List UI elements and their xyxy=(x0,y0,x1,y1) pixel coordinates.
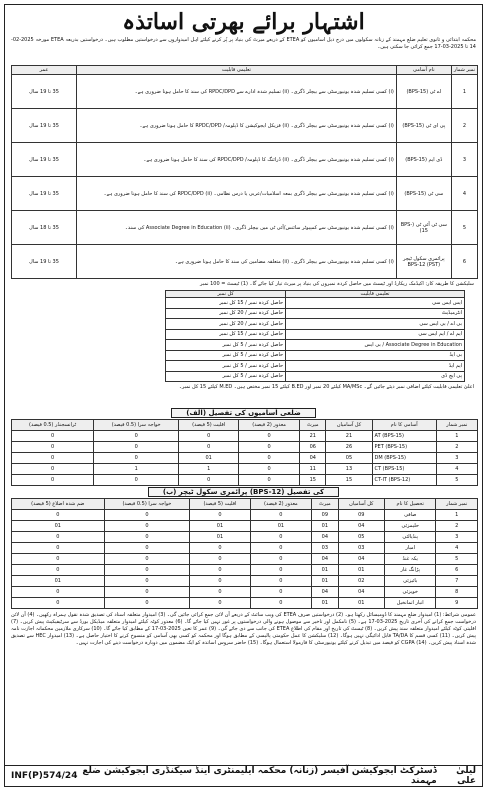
district-vacancy-cell: 0 xyxy=(94,442,179,453)
signatory-name: لیلیٰ علی xyxy=(456,766,476,786)
district-vacancy-cell: 04 xyxy=(300,453,326,464)
pst-vacancy-cell: 03 xyxy=(312,543,338,554)
district-vacancy-cell: 0 xyxy=(239,475,300,486)
district-vacancy-cell: 4 xyxy=(436,464,477,475)
advertisement-page xyxy=(4,4,483,787)
marks-row xyxy=(166,340,465,351)
district-vacancy-cell: 0 xyxy=(94,475,179,486)
pst-vacancy-row xyxy=(12,532,478,543)
pst-vacancy-cell: 0 xyxy=(104,587,190,598)
pst-vacancy-cell: خویزئی xyxy=(385,587,436,598)
section-a-heading: (الف) ضلعی آسامیوں کی تفصیل xyxy=(5,409,482,417)
district-vacancy-row xyxy=(12,431,478,442)
pst-vacancy-cell: 0 xyxy=(250,532,311,543)
pst-vacancy-cell: 6 xyxy=(436,565,478,576)
pst-vacancy-row xyxy=(12,587,478,598)
marks-row xyxy=(166,308,465,319)
district-vacancy-cell: 0 xyxy=(12,442,94,453)
pst-vacancy-cell: 1 xyxy=(436,510,478,521)
marks-header-qualification: تعلیمی قابلیت xyxy=(286,291,465,298)
marks-row xyxy=(166,319,465,330)
pst-vacancy-header-cell: معذور (2 فیصد) xyxy=(250,499,311,510)
marks-row xyxy=(166,350,465,361)
pst-vacancy-cell: 0 xyxy=(104,565,190,576)
marks-value: حاصل کردہ نمبر / 20 کل نمبر xyxy=(166,319,286,330)
district-vacancy-cell: 5 xyxy=(436,475,477,486)
pst-vacancy-cell: بائیزئی xyxy=(385,576,436,587)
district-header-row xyxy=(12,420,478,431)
district-vacancies-table xyxy=(11,419,478,486)
post-age: 35 تا 19 سال xyxy=(12,245,77,279)
marks-header-row xyxy=(166,291,465,298)
pst-vacancy-cell: 0 xyxy=(250,565,311,576)
marks-qualification: Associate Degree in Education / بی ایس xyxy=(286,340,465,351)
district-vacancy-cell: 0 xyxy=(239,442,300,453)
district-vacancy-cell: 0 xyxy=(179,431,239,442)
district-vacancy-cell: 0 xyxy=(12,453,94,464)
pst-vacancy-header-cell: میرٹ xyxy=(312,499,338,510)
pst-vacancy-cell: 03 xyxy=(338,543,384,554)
pst-vacancy-row xyxy=(12,565,478,576)
pst-vacancy-cell: 0 xyxy=(250,598,311,609)
district-vacancy-cell: 0 xyxy=(239,431,300,442)
district-vacancy-cell: 05 xyxy=(326,453,372,464)
pst-vacancy-header-cell: تحصیل کا نام xyxy=(385,499,436,510)
post-qualification: (i) کسی تسلیم شدہ یونیورسٹی سے بیچلر ڈگری۔ (ii) فزیکل ایجوکیشن کا ڈپلومہ/ RPDC/DPD کا حامل ہونا ضروری ہے۔ xyxy=(77,109,397,143)
marks-qualification: بی اے / بی ایس سی xyxy=(286,319,465,330)
post-name: پی ای ٹی (BPS-15) xyxy=(396,109,451,143)
pst-vacancy-cell: یکہ غنڈ xyxy=(385,554,436,565)
district-vacancy-cell: 0 xyxy=(12,464,94,475)
pst-vacancy-cell: 0 xyxy=(12,543,105,554)
post-row xyxy=(12,211,478,245)
marks-qualification: بی ایڈ xyxy=(286,350,465,361)
pst-vacancy-cell: 01 xyxy=(12,521,105,532)
intro-paragraph: محکمہ ابتدائی و ثانوی تعلیم ضلع مہمند کے زنانہ سکولوں میں درج ذیل آسامیوں کو ETEA کے ذریعے میرٹ کی بنیاد پر پُر کرنے کیلئے اہل امیدواروں سے درخواستیں مطلوب ہیں۔ درخواستیں بذریعہ ETEA مورخہ 2025-02-14 تا 2025-03-17 جمع کرائی جا سکتی ہیں۔ xyxy=(11,37,477,50)
pst-vacancy-header-cell: ضم شدہ اضلاع (5 فیصد) xyxy=(12,499,105,510)
pst-vacancy-cell: 0 xyxy=(12,510,105,521)
marks-qualification: پی ایچ ڈی xyxy=(286,371,465,382)
marks-row xyxy=(166,361,465,372)
post-row xyxy=(12,143,478,177)
section-b-heading: (ب) پرائمری سکول ٹیچر (BPS-12) کی تفصیل xyxy=(5,488,482,496)
pst-vacancy-row xyxy=(12,554,478,565)
marks-value: حاصل کردہ نمبر / 5 کل نمبر xyxy=(166,371,286,382)
pst-vacancy-cell: 02 xyxy=(338,576,384,587)
pst-vacancy-cell: 0 xyxy=(12,587,105,598)
pst-vacancy-cell: 04 xyxy=(338,587,384,598)
district-vacancy-cell: PET (BPS-15) xyxy=(372,442,436,453)
pst-vacancy-cell: 0 xyxy=(12,554,105,565)
pst-vacancy-cell: 01 xyxy=(312,598,338,609)
pst-vacancy-cell: 0 xyxy=(12,565,105,576)
marks-note: اعلیٰ تعلیمی قابلیت کیلئے اضافی نمبر دیئے جائیں گے۔ MA/MSc کیلئے 20 نمبر اور B.ED کیلئے 15 نمبر مختص ہیں۔ M.ED کیلئے 15 کل نمبر۔ xyxy=(178,384,474,390)
pst-vacancy-cell: 0 xyxy=(104,598,190,609)
pst-vacancy-cell: 0 xyxy=(104,532,190,543)
pst-vacancy-cell: 04 xyxy=(312,532,338,543)
header-post-name: نام آسامی xyxy=(396,66,451,75)
marks-row xyxy=(166,371,465,382)
pst-vacancy-cell: 01 xyxy=(250,521,311,532)
district-vacancy-cell: 11 xyxy=(300,464,326,475)
post-serial: 2 xyxy=(451,109,477,143)
pst-vacancy-cell: پنڈیالئی xyxy=(385,532,436,543)
pst-vacancy-row xyxy=(12,543,478,554)
district-vacancy-row xyxy=(12,475,478,486)
pst-vacancy-row xyxy=(12,576,478,587)
pst-vacancy-header-cell: اقلیت (5 فیصد) xyxy=(190,499,250,510)
district-vacancy-header-cell: اقلیت (5 فیصد) xyxy=(179,420,239,431)
posts-table xyxy=(11,65,478,279)
post-qualification: (i) کسی تسلیم شدہ یونیورسٹی سے بیچلر ڈگری۔ (ii) ڈرائنگ کا ڈپلومہ/ RPDC/DPD کی سند کا حامل ہونا ضروری ہے۔ xyxy=(77,143,397,177)
district-vacancy-cell: CT-IT (BPS-12) xyxy=(372,475,436,486)
pst-vacancy-cell: 09 xyxy=(338,510,384,521)
district-vacancy-cell: 15 xyxy=(326,475,372,486)
marks-header-marks: کل نمبر xyxy=(166,291,286,298)
post-name: سی ٹی (BPS-15) xyxy=(396,177,451,211)
post-name: اے ٹی (BPS-15) xyxy=(396,75,451,109)
pst-vacancy-cell: 01 xyxy=(12,576,105,587)
pst-vacancy-cell: 0 xyxy=(190,598,250,609)
pst-vacancy-cell: پڑانگ غار xyxy=(385,565,436,576)
pst-vacancy-cell: 0 xyxy=(190,565,250,576)
marks-value: حاصل کردہ نمبر / 15 کل نمبر xyxy=(166,329,286,340)
pst-vacancy-cell: 01 xyxy=(338,598,384,609)
pst-vacancy-header-cell: نمبر شمار xyxy=(436,499,478,510)
district-vacancy-cell: 01 xyxy=(179,453,239,464)
district-vacancy-row xyxy=(12,442,478,453)
post-serial: 1 xyxy=(451,75,477,109)
pst-vacancy-cell: 8 xyxy=(436,587,478,598)
pst-vacancy-row xyxy=(12,510,478,521)
district-vacancy-header-cell: کل آسامیاں xyxy=(326,420,372,431)
district-vacancy-header-cell: میرٹ xyxy=(300,420,326,431)
post-serial: 5 xyxy=(451,211,477,245)
district-vacancy-row xyxy=(12,464,478,475)
district-vacancy-cell: 0 xyxy=(94,453,179,464)
post-name: سی ٹی آئی ٹی (BPS-15) xyxy=(396,211,451,245)
marks-value: حاصل کردہ نمبر / 15 کل نمبر xyxy=(166,298,286,309)
pst-vacancy-cell: 2 xyxy=(436,521,478,532)
pst-vacancy-cell: 0 xyxy=(104,554,190,565)
pst-vacancy-cell: 0 xyxy=(250,554,311,565)
pst-vacancy-cell: 5 xyxy=(436,554,478,565)
pst-vacancy-cell: 01 xyxy=(190,532,250,543)
marks-table xyxy=(165,290,465,382)
pst-vacancy-cell: 0 xyxy=(250,576,311,587)
marks-value: حاصل کردہ نمبر / 5 کل نمبر xyxy=(166,350,286,361)
marks-row xyxy=(166,298,465,309)
header-qualification: تعلیمی قابلیت xyxy=(77,66,397,75)
pst-vacancy-cell: 0 xyxy=(104,543,190,554)
post-qualification: (i) کسی تسلیم شدہ یونیورسٹی سے کمپیوٹر سائنس/آئی ٹی میں بیچلر ڈگری۔ (ii) Associate Degree in Education کی سند۔ xyxy=(77,211,397,245)
post-age: 35 تا 18 سال xyxy=(12,211,77,245)
district-vacancy-cell: 1 xyxy=(179,464,239,475)
district-vacancy-cell: 13 xyxy=(326,464,372,475)
pst-header-row xyxy=(12,499,478,510)
post-serial: 6 xyxy=(451,245,477,279)
marks-value: حاصل کردہ نمبر / 5 کل نمبر xyxy=(166,361,286,372)
district-vacancy-cell: 0 xyxy=(94,431,179,442)
pst-vacancy-cell: صافی xyxy=(385,510,436,521)
pst-vacancy-row xyxy=(12,598,478,609)
district-vacancy-header-cell: معذور (2 فیصد) xyxy=(239,420,300,431)
district-vacancy-cell: DM (BPS-15) xyxy=(372,453,436,464)
district-vacancy-cell: CT (BPS-15) xyxy=(372,464,436,475)
district-vacancy-cell: 15 xyxy=(300,475,326,486)
district-vacancy-cell: 0 xyxy=(239,464,300,475)
marks-qualification: ایم اے / ایم ایس سی xyxy=(286,329,465,340)
district-vacancy-row xyxy=(12,453,478,464)
district-vacancy-cell: 0 xyxy=(12,431,94,442)
district-vacancy-cell: 21 xyxy=(300,431,326,442)
header-serial: نمبر شمار xyxy=(451,66,477,75)
pst-vacancy-cell: 01 xyxy=(312,521,338,532)
post-qualification: (i) کسی تسلیم شدہ یونیورسٹی سے بیچلر ڈگری بمعہ اسلامیات/عربی یا درس نظامی۔ (ii) RPDC/DPD کی سند کا حامل ہونا ضروری ہے۔ xyxy=(77,177,397,211)
post-serial: 3 xyxy=(451,143,477,177)
pst-vacancy-cell: 3 xyxy=(436,532,478,543)
pst-vacancy-cell: 04 xyxy=(312,554,338,565)
district-vacancy-cell: 0 xyxy=(12,475,94,486)
pst-vacancy-header-cell: کل آسامیاں xyxy=(338,499,384,510)
pst-vacancy-cell: 0 xyxy=(190,510,250,521)
pst-vacancy-cell: 01 xyxy=(312,576,338,587)
pst-vacancy-header-cell: خواجہ سرا (0.5 فیصد) xyxy=(104,499,190,510)
district-vacancy-cell: AT (BPS-15) xyxy=(372,431,436,442)
pst-vacancy-cell: 0 xyxy=(104,521,190,532)
pst-vacancy-cell: 01 xyxy=(190,521,250,532)
post-age: 35 تا 19 سال xyxy=(12,177,77,211)
pst-vacancy-cell: 04 xyxy=(338,554,384,565)
pst-vacancy-cell: 4 xyxy=(436,543,478,554)
pst-vacancy-cell: 09 xyxy=(312,510,338,521)
post-serial: 4 xyxy=(451,177,477,211)
pst-vacancies-table xyxy=(11,498,478,609)
pst-vacancy-cell: 9 xyxy=(436,598,478,609)
district-vacancy-header-cell: ٹرانسجنڈر (0.5 فیصد) xyxy=(12,420,94,431)
district-vacancy-cell: 06 xyxy=(300,442,326,453)
pst-vacancy-cell: 0 xyxy=(190,554,250,565)
post-row xyxy=(12,177,478,211)
pst-vacancy-cell: 01 xyxy=(312,565,338,576)
pst-vacancy-cell: 0 xyxy=(250,587,311,598)
district-vacancy-cell: 0 xyxy=(179,475,239,486)
district-vacancy-cell: 1 xyxy=(94,464,179,475)
pst-vacancy-cell: 0 xyxy=(190,543,250,554)
marks-qualification: انٹرمیڈیٹ xyxy=(286,308,465,319)
pst-vacancy-cell: 7 xyxy=(436,576,478,587)
footer-bar xyxy=(5,765,482,786)
district-vacancy-header-cell: نمبر شمار xyxy=(436,420,477,431)
district-vacancy-cell: 1 xyxy=(436,431,477,442)
pst-vacancy-cell: 01 xyxy=(338,565,384,576)
post-name: ڈی ایم (BPS-15) xyxy=(396,143,451,177)
issuing-office: ڈسٹرکٹ ایجوکیشن آفیسر (زنانہ) محکمہ ایلیمنٹری اینڈ سیکنڈری ایجوکیشن ضلع مہمند xyxy=(82,766,437,786)
district-vacancy-cell: 3 xyxy=(436,453,477,464)
district-vacancy-header-cell: خواجہ سرا (0.5 فیصد) xyxy=(94,420,179,431)
post-row xyxy=(12,245,478,279)
pst-vacancy-cell: 04 xyxy=(338,521,384,532)
pst-vacancy-cell: 0 xyxy=(250,543,311,554)
district-vacancy-cell: 0 xyxy=(179,442,239,453)
post-qualification: (i) کسی تسلیم شدہ یونیورسٹی سے بیچلر ڈگری۔ (ii) تسلیم شدہ ادارے سے RPDC/DPD کی سند کا حامل ہونا ضروری ہے۔ xyxy=(77,75,397,109)
pst-vacancy-cell: 05 xyxy=(338,532,384,543)
marks-value: حاصل کردہ نمبر / 5 کل نمبر xyxy=(166,340,286,351)
district-vacancy-header-cell: آسامی کا نام xyxy=(372,420,436,431)
pst-vacancy-cell: حلیمزئی xyxy=(385,521,436,532)
general-conditions: عمومی شرائط: (1) امیدوار ضلع مہمند کا ڈومیسائل رکھتا ہو۔ (2) درخواستیں صرف ETEA کی ویب سائٹ کے ذریعے آن لائن جمع کرائی جائیں گی۔ (3) امیدوار متعلقہ اسناد کی تصدیق شدہ نقول ہمراہ رکھیں۔ (4) آن لائن درخواست جمع کرانے کی آخری تاریخ 2025-03-17 ہے۔ (5) نامکمل اور تاخیر سے موصول ہونے والی درخواستوں پر غور نہیں کیا جائے گا۔ (6) معذور کوٹہ کیلئے امیدوار متعلقہ میڈیکل بورڈ سے سرٹیفیکیٹ پیش کریں۔ (7) اقلیتی کوٹہ کیلئے امیدوار متعلقہ سند پیش کریں۔ (8) ٹیسٹ کی تاریخ اور مقام کی اطلاع ETEA کی جانب سے دی جائے گی۔ (9) عمر کا تعین 2025-03-17 کے مطابق کیا جائے گا۔ (10) سرکاری ملازمین محکمانہ اجازت نامہ پیش کریں۔ (11) کسی قسم کا TA/DA قابل ادائیگی نہیں ہوگا۔ (12) سلیکشن کا عمل حکومتی پالیسی کے مطابق ہوگا اور محکمہ کو کسی بھی آسامی کو منسوخ کرنے کا اختیار حاصل ہے۔ (13) امیدوار HEC سے تصدیق شدہ اسناد پیش کریں۔ (14) CGPA کو فیصد میں تبدیل کرنے کیلئے یونیورسٹی کا فارمولا استعمال ہوگا۔ (15) حاضر سروس اساتذہ کو ایک مضمون میں دوبارہ درخواست دینے کی اجازت نہیں۔ xyxy=(11,612,476,646)
post-row xyxy=(12,109,478,143)
district-vacancy-cell: 2 xyxy=(436,442,477,453)
post-age: 35 تا 19 سال xyxy=(12,143,77,177)
pst-vacancy-cell: 0 xyxy=(104,510,190,521)
post-row xyxy=(12,75,478,109)
marks-value: حاصل کردہ نمبر / 20 کل نمبر xyxy=(166,308,286,319)
district-vacancy-cell: 0 xyxy=(239,453,300,464)
pst-vacancy-cell: امبار xyxy=(385,543,436,554)
pst-vacancy-cell: 0 xyxy=(12,598,105,609)
marks-row xyxy=(166,329,465,340)
page-title: اشتہار برائے بھرتی اساتذہ xyxy=(122,9,365,35)
pst-vacancy-cell: 04 xyxy=(312,587,338,598)
reference-number: INF(P)574/24 xyxy=(11,771,78,781)
posts-header-row xyxy=(12,66,478,75)
pst-vacancy-cell: انبار اتمانخیل xyxy=(385,598,436,609)
pst-vacancy-cell: 0 xyxy=(104,576,190,587)
pst-vacancy-cell: 0 xyxy=(12,532,105,543)
district-vacancy-cell: 21 xyxy=(326,431,372,442)
pst-vacancy-cell: 0 xyxy=(190,587,250,598)
district-vacancy-cell: 26 xyxy=(326,442,372,453)
post-age: 35 تا 19 سال xyxy=(12,109,77,143)
pst-vacancy-row xyxy=(12,521,478,532)
marks-qualification: ایم ایڈ xyxy=(286,361,465,372)
header-age: عمر xyxy=(12,66,77,75)
pst-vacancy-cell: 0 xyxy=(190,576,250,587)
pst-vacancy-cell: 0 xyxy=(250,510,311,521)
selection-note: سلیکشن کا طریقہ کار: اکیڈمک ریکارڈ اور ٹیسٹ میں حاصل کردہ نمبروں کی بنیاد پر میرٹ تیار کیا جائے گا۔ (1) ٹیسٹ = 100 نمبر xyxy=(199,281,474,287)
post-age: 35 تا 19 سال xyxy=(12,75,77,109)
marks-qualification: ایس ایس سی xyxy=(286,298,465,309)
post-qualification: (i) کسی تسلیم شدہ یونیورسٹی سے بیچلر ڈگری۔ (ii) متعلقہ مضامین کی سند کا حامل ہونا ضروری ہے۔ xyxy=(77,245,397,279)
post-name: پرائمری سکول ٹیچر (PST) BPS-12 xyxy=(396,245,451,279)
